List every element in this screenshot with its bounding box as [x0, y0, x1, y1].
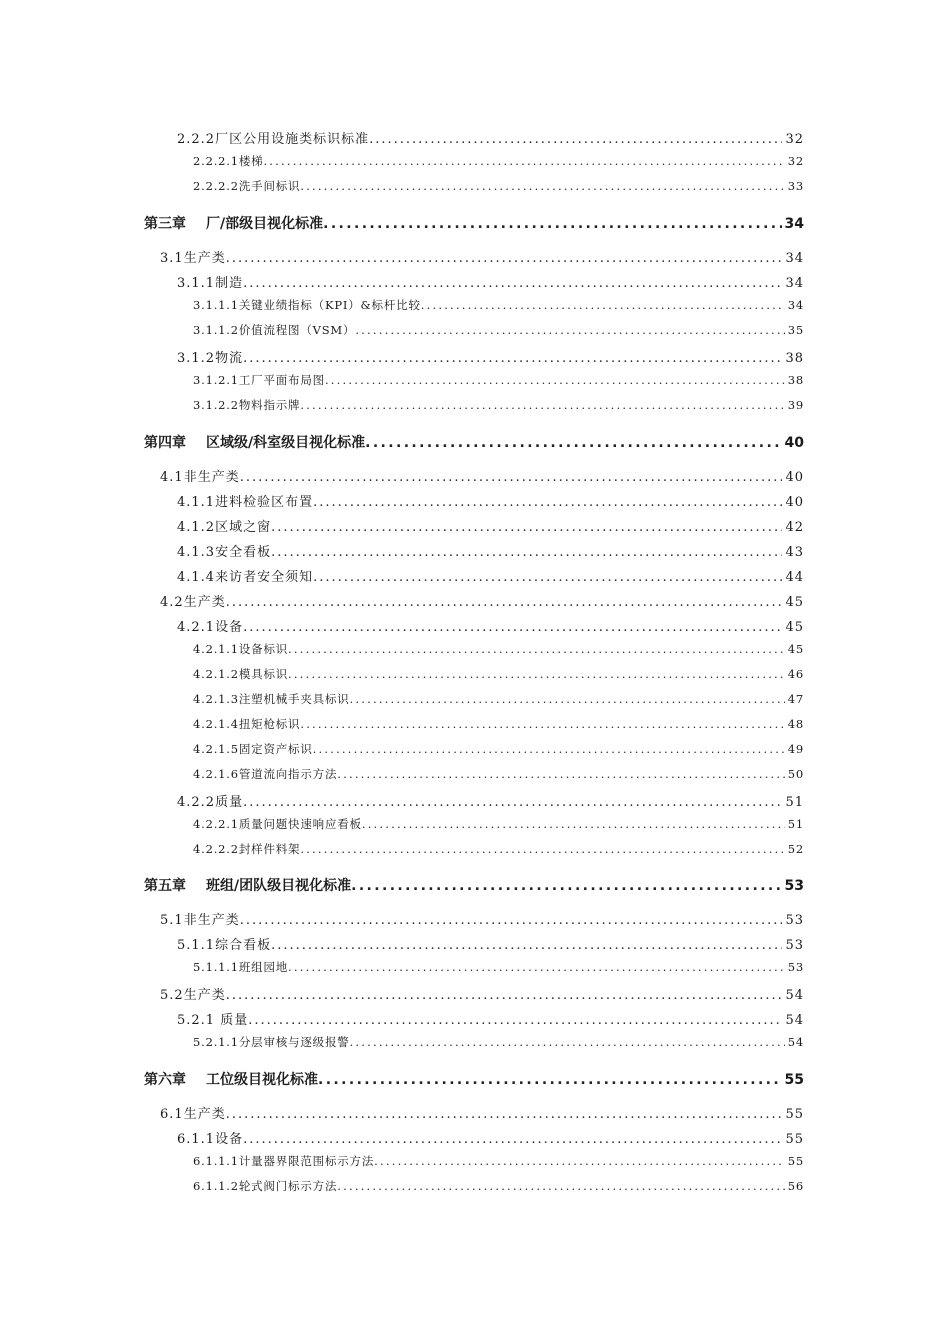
toc-entry[interactable]: [177, 541, 804, 560]
toc-entry-number: 2.2.2.2: [193, 179, 239, 193]
toc-entry-text: 区域之窗: [215, 520, 272, 535]
toc-entry[interactable]: [160, 1103, 804, 1122]
toc-entry-number: 第六章: [144, 1072, 186, 1088]
toc-entry[interactable]: [193, 178, 804, 194]
dot-leader: [248, 1013, 782, 1028]
toc-page-number: 40: [785, 495, 804, 510]
toc-page-number: 56: [787, 1179, 804, 1193]
toc-entry[interactable]: [177, 272, 804, 291]
toc-entry-number: 5.1.1: [177, 938, 216, 953]
toc-entry-number: 4.1: [160, 470, 184, 485]
toc-entry-text: 进料检验区布置: [215, 495, 314, 510]
toc-entry-title: [193, 322, 355, 338]
toc-entry-text: 价值流程图（VSM）: [238, 323, 356, 337]
toc-entry-text: 计量器界限范围标示方法: [238, 1154, 375, 1168]
toc-entry-number: 4.2.1.2: [193, 667, 239, 681]
toc-entry-number: 3.1.1: [177, 276, 216, 291]
toc-entry[interactable]: [177, 516, 804, 535]
toc-entry-title: [177, 1128, 243, 1147]
toc-entry-title: [144, 432, 365, 452]
toc-entry-title: [193, 816, 362, 832]
toc-entry-text: 质量问题快速响应看板: [238, 817, 362, 831]
toc-entry-text: 生产类: [183, 251, 226, 266]
toc-page-number: 46: [787, 667, 804, 681]
toc-entry-number: 5.1: [160, 913, 184, 928]
toc-page-number: 48: [787, 717, 804, 731]
toc-page-number: 32: [787, 154, 804, 168]
toc-entry-title: [177, 566, 313, 585]
toc-entry-number: 3.1.2.1: [193, 373, 239, 387]
dot-leader: [350, 692, 785, 706]
toc-entry-text: 安全看板: [215, 545, 272, 560]
toc-entry-title: [177, 516, 271, 535]
toc-entry[interactable]: [160, 909, 804, 928]
toc-entry-text: 洗手间标识: [238, 179, 301, 193]
toc-entry-title: [193, 397, 300, 413]
toc-entry-title: [144, 1069, 318, 1089]
toc-entry-text: 质量: [215, 795, 244, 810]
toc-entry-number: 4.2.2: [177, 795, 216, 810]
dot-leader: [337, 1179, 785, 1193]
toc-entry-title: [177, 616, 243, 635]
toc-entry-text: 工位级目视化标准: [206, 1072, 318, 1088]
toc-chapter-entry[interactable]: [144, 1069, 804, 1089]
dot-leader: [243, 795, 782, 810]
toc-entry-number: 4.2.1.3: [193, 692, 239, 706]
dot-leader: [226, 1107, 783, 1122]
toc-entry-text: 厂/部级目视化标准: [206, 216, 324, 232]
toc-entry[interactable]: [193, 372, 804, 388]
toc-entry-title: [144, 213, 323, 233]
toc-entry-title: [193, 1034, 350, 1050]
dot-leader: [313, 495, 782, 510]
toc-entry-title: [193, 716, 300, 732]
toc-entry[interactable]: [193, 641, 804, 657]
toc-page-number: 49: [787, 742, 804, 756]
toc-page-number: 55: [785, 1132, 804, 1147]
toc-entry-text: 非生产类: [183, 913, 240, 928]
toc-entry-number: 4.2: [160, 595, 184, 610]
dot-leader: [240, 470, 783, 485]
toc-entry-title: [193, 153, 263, 169]
toc-entry[interactable]: [193, 691, 804, 707]
toc-page-number: 53: [784, 878, 804, 894]
toc-page-number: 33: [787, 179, 804, 193]
toc-page-number: 54: [785, 1013, 804, 1028]
toc-entry-number: 第五章: [144, 878, 186, 894]
toc-entry[interactable]: [193, 816, 804, 832]
toc-entry-number: 4.1.3: [177, 545, 216, 560]
toc-entry-text: 综合看板: [215, 938, 272, 953]
toc-entry-text: 物流: [215, 351, 244, 366]
toc-page-number: 38: [785, 351, 804, 366]
toc-entry-number: 5.1.1.1: [193, 960, 239, 974]
toc-entry[interactable]: [160, 247, 804, 266]
toc-entry-text: 班组/团队级目视化标准: [206, 878, 352, 894]
dot-leader: [337, 767, 785, 781]
toc-entry-title: [193, 372, 325, 388]
toc-entry-number: 3.1.2.2: [193, 398, 239, 412]
toc-entry[interactable]: [193, 716, 804, 732]
toc-entry-number: 4.2.1.5: [193, 742, 239, 756]
toc-entry-title: [160, 247, 226, 266]
toc-page-number: 45: [787, 642, 804, 656]
dot-leader: [243, 351, 782, 366]
toc-entry[interactable]: [193, 153, 804, 169]
toc-entry-title: [193, 666, 288, 682]
toc-entry-number: 3.1.2: [177, 351, 216, 366]
toc-entry-title: [193, 641, 288, 657]
toc-entry-title: [177, 128, 369, 147]
dot-leader: [243, 620, 782, 635]
toc-page-number: 53: [785, 913, 804, 928]
toc-entry-number: 4.2.2.1: [193, 817, 239, 831]
toc-page-number: 32: [785, 132, 804, 147]
toc-entry-title: [160, 984, 226, 1003]
dot-leader: [369, 132, 782, 147]
toc-entry[interactable]: [193, 741, 804, 757]
toc-entry-number: 5.2.1.1: [193, 1035, 239, 1049]
toc-entry-number: 5.2.1: [177, 1013, 216, 1028]
toc-entry-number: 4.1.1: [177, 495, 216, 510]
toc-entry-number: 2.2.2.1: [193, 154, 239, 168]
toc-entry-title: [193, 1178, 337, 1194]
toc-entry[interactable]: [193, 297, 804, 313]
toc-entry[interactable]: [193, 841, 804, 857]
toc-entry-text: 来访者安全须知: [215, 570, 314, 585]
toc-entry-title: [177, 541, 271, 560]
toc-entry-title: [193, 741, 313, 757]
toc-page-number: 35: [787, 323, 804, 337]
toc-entry[interactable]: [193, 666, 804, 682]
dot-leader: [243, 276, 782, 291]
toc-entry-title: [193, 691, 350, 707]
toc-entry[interactable]: [193, 1178, 804, 1194]
toc-page-number: 55: [784, 1072, 804, 1088]
toc-entry-number: 5.2: [160, 988, 184, 1003]
toc-page-number: 55: [785, 1107, 804, 1122]
toc-entry[interactable]: [177, 791, 804, 810]
toc-page-number: 51: [787, 817, 804, 831]
toc-entry-text: 生产类: [183, 988, 226, 1003]
toc-entry-text: 质量: [215, 1013, 249, 1028]
toc-entry-text: 设备: [215, 1132, 244, 1147]
toc-entry-text: 管道流向指示方法: [238, 767, 338, 781]
toc-entry-number: 3.1.1.1: [193, 298, 239, 312]
dot-leader: [323, 216, 781, 232]
toc-chapter-entry[interactable]: [144, 875, 804, 895]
toc-entry-text: 非生产类: [183, 470, 240, 485]
toc-entry[interactable]: [193, 1153, 804, 1169]
toc-entry-text: 设备: [215, 620, 244, 635]
toc-entry-number: 4.1.2: [177, 520, 216, 535]
toc-entry-number: 第四章: [144, 435, 186, 451]
toc-entry-title: [144, 875, 351, 895]
toc-page-number: 54: [785, 988, 804, 1003]
dot-leader: [325, 373, 785, 387]
toc-entry-number: 4.2.1.1: [193, 642, 239, 656]
toc-entry-number: 3.1: [160, 251, 184, 266]
dot-leader: [243, 1132, 782, 1147]
dot-leader: [362, 817, 785, 831]
toc-entry-title: [193, 766, 337, 782]
dot-leader: [271, 938, 782, 953]
toc-entry-title: [177, 934, 271, 953]
toc-page-number: 54: [787, 1035, 804, 1049]
toc-page-number: 40: [784, 435, 804, 451]
dot-leader: [271, 545, 782, 560]
toc-entry-number: 6.1.1.2: [193, 1179, 239, 1193]
toc-entry-number: 2.2.2: [177, 132, 216, 147]
toc-entry-text: 区域级/科室级目视化标准: [206, 435, 366, 451]
toc-entry-title: [193, 178, 300, 194]
toc-entry-text: 工厂平面布局图: [238, 373, 325, 387]
dot-leader: [271, 520, 782, 535]
toc-page-number: 39: [787, 398, 804, 412]
toc-entry-text: 封样件料架: [238, 842, 301, 856]
toc-entry-number: 第三章: [144, 216, 186, 232]
toc-entry-number: 6.1: [160, 1107, 184, 1122]
toc-entry-title: [177, 491, 313, 510]
toc-entry[interactable]: [193, 1034, 804, 1050]
toc-entry-number: 4.2.1.4: [193, 717, 239, 731]
toc-page-number: 53: [785, 938, 804, 953]
toc-entry[interactable]: [193, 959, 804, 975]
toc-page-number: 45: [785, 620, 804, 635]
toc-entry-title: [177, 272, 243, 291]
toc-entry-text: 制造: [215, 276, 244, 291]
toc-page-number: 34: [784, 216, 804, 232]
toc-entry-title: [193, 841, 300, 857]
toc-page-number: 52: [787, 842, 804, 856]
toc-entry[interactable]: [177, 616, 804, 635]
dot-leader: [300, 717, 784, 731]
dot-leader: [355, 323, 784, 337]
toc-page-number: 45: [785, 595, 804, 610]
toc-entry[interactable]: [193, 322, 804, 338]
dot-leader: [263, 154, 784, 168]
toc-entry-number: 4.2.1.6: [193, 767, 239, 781]
toc-entry-text: 楼梯: [238, 154, 264, 168]
toc-entry-title: [177, 791, 243, 810]
dot-leader: [351, 878, 781, 894]
toc-entry-text: 扭矩枪标识: [238, 717, 301, 731]
dot-leader: [288, 642, 785, 656]
toc-page-number: 50: [787, 767, 804, 781]
toc-entry-title: [160, 1103, 226, 1122]
toc-entry-number: 6.1.1.1: [193, 1154, 239, 1168]
toc-entry-number: 3.1.1.2: [193, 323, 239, 337]
toc-entry-number: 6.1.1: [177, 1132, 216, 1147]
toc-entry-text: 物料指示牌: [238, 398, 301, 412]
toc-entry[interactable]: [193, 397, 804, 413]
toc-entry-text: 生产类: [183, 595, 226, 610]
toc-entry-title: [177, 1009, 248, 1028]
toc-entry-number: 4.1.4: [177, 570, 216, 585]
dot-leader: [300, 398, 784, 412]
toc-page-number: 38: [787, 373, 804, 387]
toc-page-number: 51: [785, 795, 804, 810]
toc-entry[interactable]: [177, 566, 804, 585]
toc-entry[interactable]: [177, 1128, 804, 1147]
toc-entry-text: 设备标识: [238, 642, 289, 656]
toc-page-number: 44: [785, 570, 804, 585]
toc-entry-text: 厂区公用设施类标识标准: [215, 132, 370, 147]
toc-page-number: 47: [787, 692, 804, 706]
toc-entry-text: 注塑机械手夹具标识: [238, 692, 350, 706]
toc-page-number: 34: [787, 298, 804, 312]
dot-leader: [313, 570, 782, 585]
toc-entry[interactable]: [177, 347, 804, 366]
toc-entry-text: 生产类: [183, 1107, 226, 1122]
toc-page-number: 40: [785, 470, 804, 485]
toc-entry[interactable]: [193, 766, 804, 782]
dot-leader: [374, 1154, 785, 1168]
toc-page-number: 42: [785, 520, 804, 535]
toc-entry-title: [160, 591, 226, 610]
toc-entry[interactable]: [160, 466, 804, 485]
toc-entry-text: 分层审核与逐级报警: [238, 1035, 350, 1049]
toc-entry[interactable]: [160, 591, 804, 610]
toc-entry-title: [160, 466, 240, 485]
dot-leader: [288, 960, 785, 974]
dot-leader: [226, 988, 783, 1003]
dot-leader: [240, 913, 783, 928]
toc-entry[interactable]: [177, 128, 804, 147]
toc-entry-text: 固定资产标识: [238, 742, 313, 756]
toc-entry-number: 4.2.1: [177, 620, 216, 635]
toc-chapter-entry[interactable]: [144, 213, 804, 233]
dot-leader: [226, 251, 783, 266]
toc-entry-text: 班组园地: [238, 960, 289, 974]
toc-entry-title: [177, 347, 243, 366]
toc-page-number: 55: [787, 1154, 804, 1168]
dot-leader: [313, 742, 785, 756]
toc-entry-title: [193, 959, 288, 975]
dot-leader: [300, 179, 784, 193]
toc-entry-text: 轮式阀门标示方法: [238, 1179, 338, 1193]
dot-leader: [350, 1035, 785, 1049]
toc-entry[interactable]: [160, 984, 804, 1003]
dot-leader: [226, 595, 783, 610]
dot-leader: [288, 667, 785, 681]
toc-chapter-entry[interactable]: [144, 432, 804, 452]
toc-entry-title: [160, 909, 240, 928]
toc-page-number: 34: [785, 276, 804, 291]
toc-entry-text: 关键业绩指标（KPI）&标杆比较: [238, 298, 421, 312]
toc-page-number: 34: [785, 251, 804, 266]
dot-leader: [421, 298, 785, 312]
toc-entry[interactable]: [177, 491, 804, 510]
dot-leader: [365, 435, 781, 451]
toc-entry-title: [193, 297, 421, 313]
toc-entry-title: [193, 1153, 374, 1169]
dot-leader: [300, 842, 784, 856]
toc-entry-text: 模具标识: [238, 667, 289, 681]
toc-page-number: 53: [787, 960, 804, 974]
dot-leader: [318, 1072, 782, 1088]
toc-entry-number: 4.2.2.2: [193, 842, 239, 856]
toc-entry[interactable]: [177, 934, 804, 953]
toc-page-number: 43: [785, 545, 804, 560]
toc-entry[interactable]: [177, 1009, 804, 1028]
